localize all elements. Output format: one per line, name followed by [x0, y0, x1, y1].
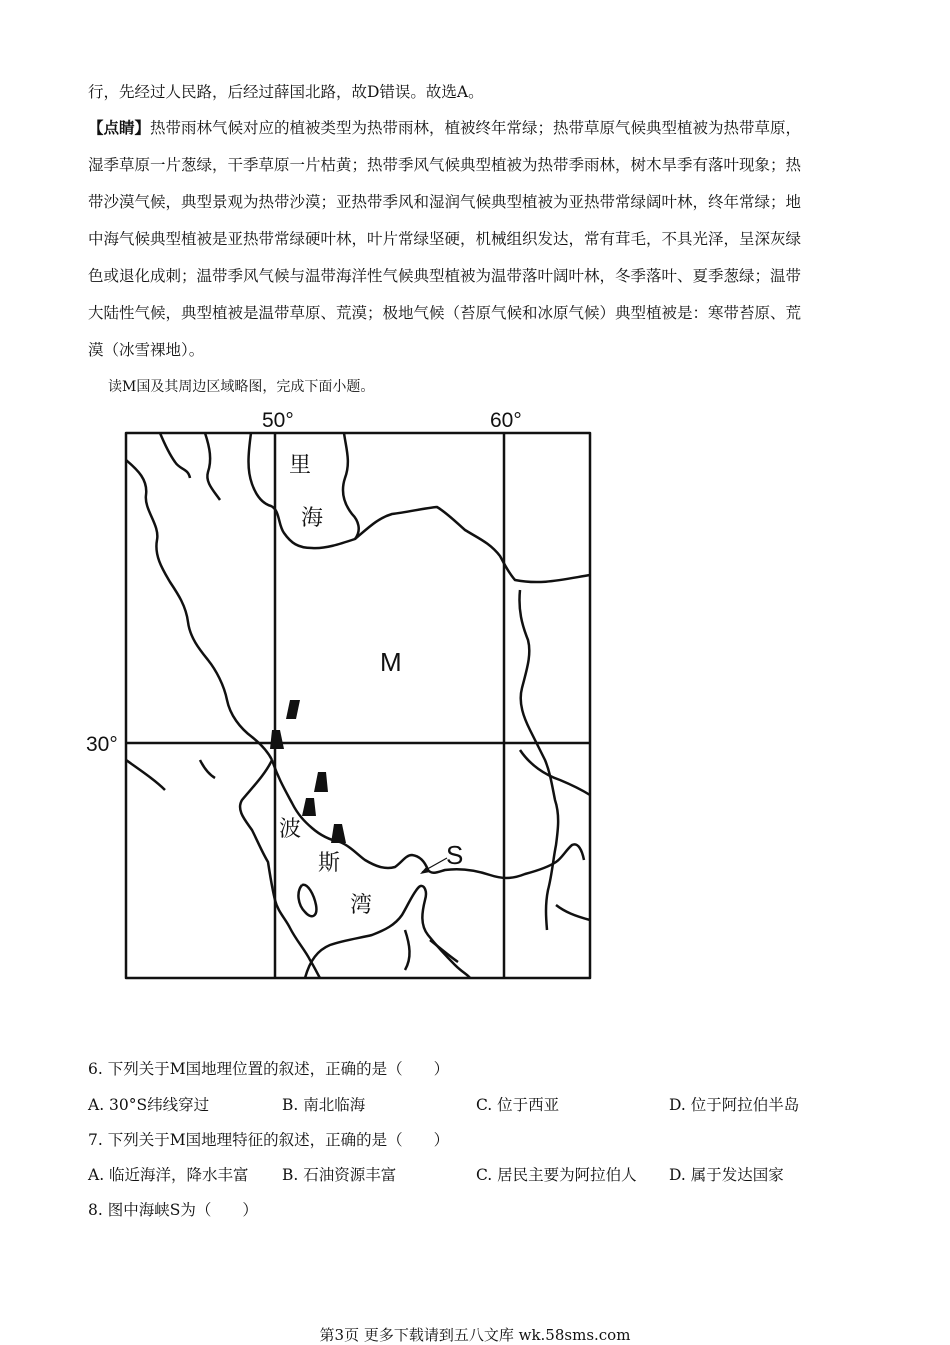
north-coast: [355, 507, 590, 582]
lon-60-label: 60°: [490, 409, 522, 432]
q7-option-a[interactable]: A. 临近海洋，降水丰富: [88, 1166, 249, 1184]
q6-option-d[interactable]: D. 位于阿拉伯半岛: [669, 1096, 800, 1114]
tip-line-1: [88, 117, 801, 139]
lon-50-label: 50°: [262, 409, 294, 432]
oil-field-5: [331, 824, 346, 843]
tip-line-7: 漠（冰雪裸地）。: [88, 341, 205, 359]
qatar-peninsula: [298, 885, 316, 916]
oman-inner: [405, 930, 458, 970]
oil-field-2: [270, 730, 284, 749]
question-8-stem: 8. 图中海峡S为（ ）: [88, 1201, 258, 1219]
east-border: [519, 590, 558, 930]
east-border-2: [520, 750, 590, 795]
regional-map: [82, 400, 612, 990]
east-coast: [556, 905, 590, 920]
west-border-2: [160, 433, 220, 500]
strait-label: S: [446, 840, 464, 870]
caspian-label-1: 里: [289, 452, 312, 477]
tip-line-4: 中海气候典型植被是亚热带常绿硬叶林，叶片常绿坚硬，机械组织发达，常有茸毛，不具光泽，呈深灰绿: [88, 230, 802, 248]
tip-line-2: 湿季草原一片葱绿，干季草原一片枯黄；热带季风气候典型植被为热带季雨林，树木旱季有落叶现象；热: [88, 156, 802, 174]
q7-option-d[interactable]: D. 属于发达国家: [669, 1166, 784, 1184]
q6-option-c[interactable]: C. 位于西亚: [476, 1096, 560, 1114]
question-6-stem: 6. 下列关于M国地理位置的叙述，正确的是（ ）: [88, 1060, 450, 1078]
map-intro: 读M国及其周边区域略图，完成下面小题。: [108, 379, 375, 395]
tip-tag: 【点睛】: [88, 118, 151, 137]
q6-option-b[interactable]: B. 南北临海: [282, 1096, 366, 1114]
tip-text: 热带雨林气候对应的植被类型为热带雨林，植被终年常绿；热带草原气候典型植被为热带草原，: [150, 119, 802, 137]
page-footer: 第3页 更多下载请到五八文库 wk.58sms.com: [319, 1326, 631, 1344]
country-m-label: M: [380, 647, 402, 677]
q6-option-a[interactable]: A. 30°S纬线穿过: [88, 1096, 210, 1114]
q7-option-b[interactable]: B. 石油资源丰富: [282, 1166, 397, 1184]
tip-line-6: 大陆性气候，典型植被是温带草原、荒漠；极地气候（苔原气候和冰原气候）典型植被是：寒带苔原、荒: [88, 304, 802, 322]
tip-line-3: 带沙漠气候，典型景观为热带沙漠；亚热带季风和湿润气候典型植被为亚热带常绿阔叶林，终年常绿；地: [88, 193, 802, 211]
west-border: [126, 460, 272, 760]
caspian-label-2: 海: [301, 505, 324, 530]
gulf-label-2: 斯: [318, 850, 341, 875]
gulf-south-coast: [240, 760, 320, 978]
oil-field-3: [314, 772, 328, 792]
q7-option-c[interactable]: C. 居民主要为阿拉伯人: [476, 1166, 637, 1184]
lat-30-label: 30°: [86, 733, 118, 756]
oil-field-1: [286, 700, 300, 719]
gulf-label-3: 湾: [350, 892, 373, 917]
caspian-coast: [249, 433, 359, 548]
west-small-border: [126, 760, 215, 790]
tip-line-5: 色或退化成刺；温带季风气候与温带海洋性气候典型植被为温带落叶阔叶林，冬季落叶、夏季葱绿；温带: [88, 267, 802, 285]
question-7-stem: 7. 下列关于M国地理特征的叙述，正确的是（ ）: [88, 1131, 450, 1149]
oil-field-4: [302, 798, 316, 816]
answer-tail: 行，先经过人民路，后经过薛国北路，故D错误。故选A。: [88, 83, 484, 101]
strait-arrowhead: [420, 866, 430, 874]
uae-coast: [305, 886, 470, 978]
gulf-label-1: 波: [279, 816, 302, 841]
